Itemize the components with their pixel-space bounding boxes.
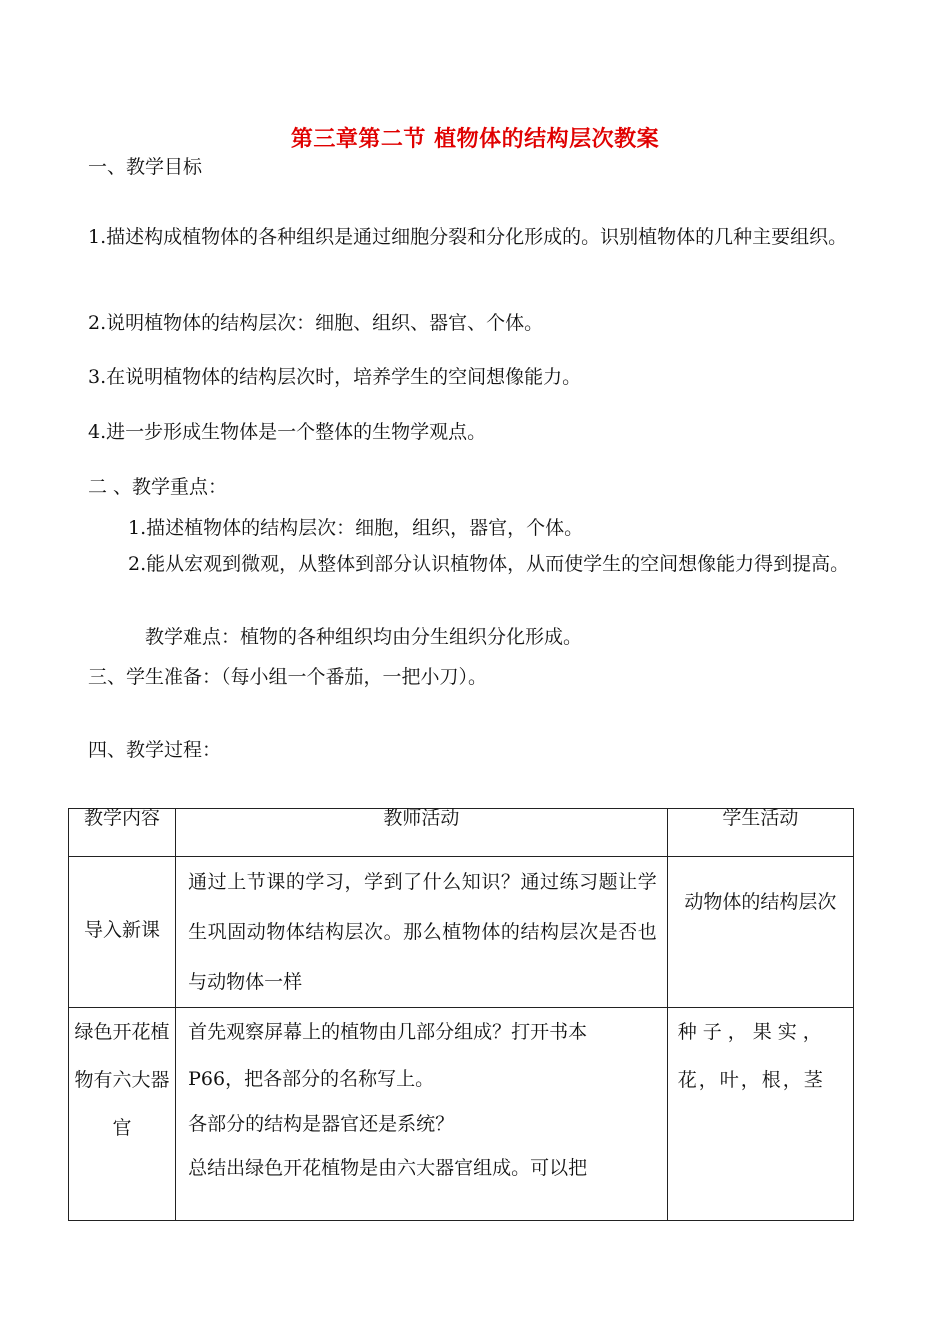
- section-heading-process: 四、教学过程：: [88, 739, 222, 761]
- row-content-text: 导入新课: [84, 919, 161, 941]
- objective-item-3: 3.在说明植物体的结构层次时，培养学生的空间想像能力。: [88, 366, 582, 388]
- row-teacher-text: 通过上节课的学习，学到了什么知识？通过练习题让学生巩固动物体结构层次。那么植物体的结构层次是否也与动物体一样: [188, 871, 657, 993]
- row-teacher-cell: [176, 1008, 668, 1221]
- objective-item-4: 4.进一步形成生物体是一个整体的生物学观点。: [88, 421, 487, 443]
- section-heading-preparation: 三、学生准备：（每小组一个番茄，一把小刀）。: [88, 666, 488, 688]
- row-teacher-text: [176, 1008, 667, 1190]
- objective-item-2: 2.说明植物体的结构层次：细胞、组织、器官、个体。: [88, 312, 544, 334]
- header-cell-student: 学生活动: [667, 809, 853, 857]
- section-heading-objectives: 一、教学目标: [88, 156, 203, 178]
- row-student-cell: [667, 857, 853, 1008]
- row-student-cell: [667, 1008, 853, 1221]
- header-cell-teacher: 教师活动: [176, 809, 668, 857]
- teaching-difficulty: 教学难点：植物的各种组织均由分生组织分化形成。: [145, 626, 583, 648]
- row-student-text: 动物体的结构层次: [684, 891, 837, 913]
- row-teacher-cell: [176, 857, 668, 1008]
- row-content-cell: [69, 1008, 176, 1221]
- row-content-cell: [69, 857, 176, 1008]
- row-student-text: [668, 1008, 853, 1104]
- row-content-text: 绿色开花植物有六大器官: [74, 1021, 170, 1139]
- key-point-item-2: 2.能从宏观到微观，从整体到部分认识植物体，从而使学生的空间想像能力得到提高。: [128, 553, 850, 575]
- header-cell-content: 教学内容: [69, 809, 176, 857]
- document-title: 第三章第二节 植物体的结构层次教案: [290, 126, 660, 152]
- teacher-line: 首先观察屏幕上的植物由几部分组成？打开书本: [188, 1021, 588, 1043]
- section-heading-key-points: 二 、教学重点：: [88, 476, 228, 498]
- table-row: [69, 857, 854, 1008]
- key-point-item-1: 1.描述植物体的结构层次：细胞，组织，器官，个体。: [128, 517, 584, 539]
- lesson-table: [68, 808, 854, 1221]
- table-header-row: [69, 809, 854, 857]
- objective-item-1: 1.描述构成植物体的各种组织是通过细胞分裂和分化形成的。识别植物体的几种主要组织。: [88, 226, 848, 248]
- table-row: [69, 1008, 854, 1221]
- student-line: 花，叶，根，茎: [677, 1069, 825, 1091]
- teacher-line: 各部分的结构是器官还是系统？: [188, 1113, 455, 1135]
- teacher-line: P66，把各部分的名称写上。: [188, 1068, 435, 1090]
- teacher-line: 总结出绿色开花植物是由六大器官组成。可以把: [188, 1157, 588, 1179]
- student-line: 种子，果实，: [677, 1021, 828, 1043]
